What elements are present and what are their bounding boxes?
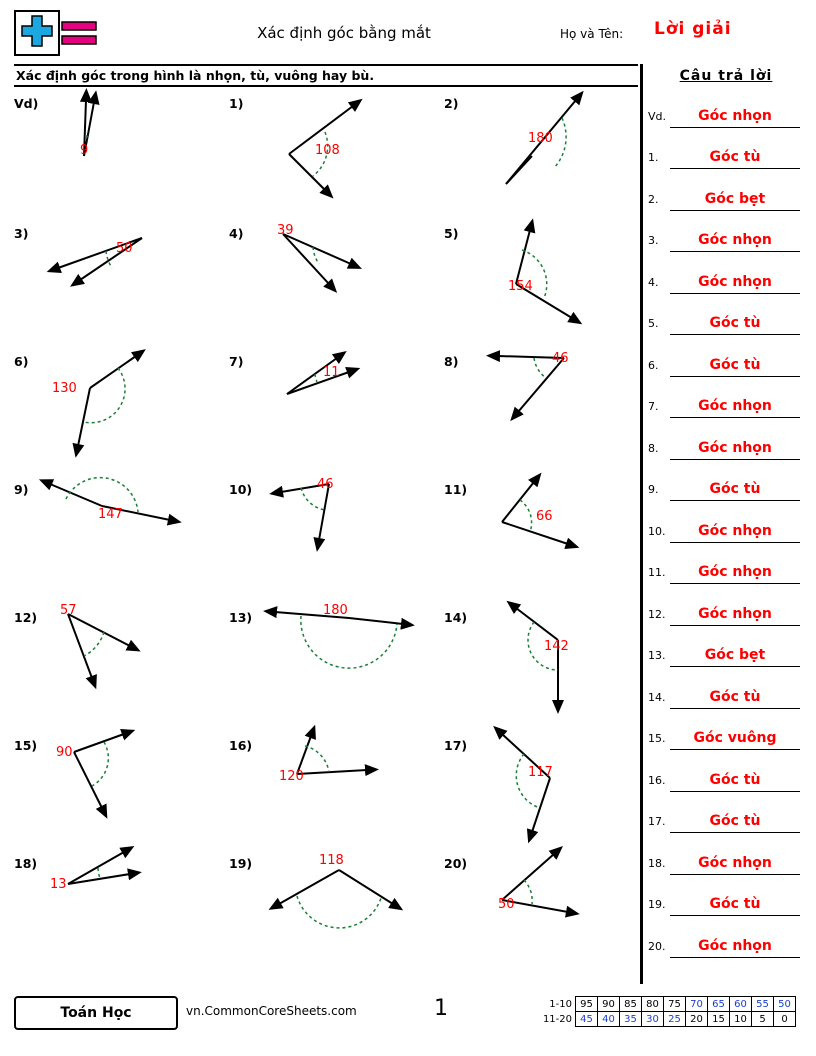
- angle-figure: [42, 350, 214, 468]
- answer-index: 7.: [648, 400, 659, 413]
- angle-label: 117: [528, 765, 553, 780]
- problem-item: [14, 734, 214, 854]
- answer-value: Góc nhọn: [698, 605, 772, 622]
- problem-number: 8): [444, 354, 459, 369]
- instructions-text: Xác định góc trong hình là nhọn, tù, vuông hay bù.: [16, 68, 375, 83]
- angle-figure: [257, 350, 429, 468]
- page-footer: [14, 996, 802, 1042]
- problem-item: [229, 734, 429, 854]
- problem-item: [229, 222, 429, 342]
- page-title: Xác định góc bằng mắt: [257, 24, 431, 42]
- problem-number: 4): [229, 226, 244, 241]
- problem-number: 11): [444, 482, 468, 497]
- problem-number: 3): [14, 226, 29, 241]
- answer-value: Góc tù: [709, 896, 761, 912]
- score-cell: 5: [752, 1012, 774, 1027]
- problem-number: 13): [229, 610, 253, 625]
- problem-number: 16): [229, 738, 253, 753]
- page-header: [14, 10, 802, 62]
- problem-item: [444, 92, 644, 212]
- angle-label: 39: [277, 223, 294, 238]
- angle-label: 142: [544, 639, 569, 654]
- score-cell: 60: [730, 997, 752, 1012]
- angle-figure: [257, 603, 429, 724]
- angle-label: 9: [80, 143, 89, 158]
- angle-label: 90: [56, 745, 73, 760]
- score-row: [538, 997, 796, 1012]
- angle-label: 66: [536, 509, 553, 524]
- answer-value: Góc nhọn: [698, 273, 772, 290]
- answer-value: Góc tù: [709, 688, 761, 705]
- angle-figure: [42, 603, 214, 724]
- problem-item: [444, 852, 644, 972]
- score-cell: 70: [686, 997, 708, 1012]
- angle-figure: [472, 222, 644, 340]
- answer-value: Góc nhọn: [698, 564, 772, 580]
- problem-number: 14): [444, 610, 468, 625]
- answer-value: Góc nhọn: [698, 854, 772, 871]
- angle-label: 50: [498, 897, 515, 912]
- problem-number: 7): [229, 354, 244, 369]
- problem-item: [229, 350, 429, 470]
- problem-number: 19): [229, 856, 253, 871]
- score-row: [538, 1012, 796, 1027]
- angle-label: 147: [98, 507, 123, 522]
- angle-figure: [472, 852, 644, 970]
- answer-index: 4.: [648, 275, 659, 289]
- problem-item: [14, 478, 214, 598]
- answer-row: [648, 794, 804, 836]
- answer-row: [648, 130, 804, 172]
- answer-value: Góc nhọn: [698, 232, 772, 248]
- problem-item: [444, 606, 644, 726]
- problem-item: [14, 603, 214, 726]
- answer-value: Góc vuông: [693, 730, 777, 746]
- problem-item: [444, 222, 644, 342]
- answer-row: [648, 171, 804, 213]
- angle-label: 46: [317, 477, 334, 492]
- angle-label: 57: [60, 603, 77, 618]
- answer-index: 11.: [648, 566, 666, 579]
- score-cell: 75: [664, 997, 686, 1012]
- answer-row: [648, 213, 804, 255]
- angle-figure: [257, 852, 429, 970]
- problem-number: 18): [14, 856, 38, 871]
- answer-index: Vd.: [648, 109, 667, 123]
- problem-item: [444, 734, 644, 854]
- answer-row: [648, 88, 804, 130]
- answer-row: [648, 711, 804, 753]
- answer-value: Góc tù: [709, 813, 761, 829]
- score-row-label: 11-20: [542, 1013, 572, 1025]
- problem-item: [444, 478, 644, 598]
- answer-row: [648, 586, 804, 628]
- answer-index: 5.: [648, 317, 659, 330]
- angle-label: 180: [528, 131, 553, 146]
- angle-label: 46: [552, 351, 569, 366]
- answer-value: Góc tù: [709, 771, 761, 788]
- problem-item: [229, 852, 429, 972]
- answer-row: [648, 462, 804, 504]
- problem-item: [14, 92, 214, 212]
- problem-item: [14, 852, 214, 972]
- angle-label: 13: [50, 877, 67, 892]
- problem-number: 5): [444, 226, 459, 241]
- angle-label: 120: [279, 769, 304, 784]
- answer-value: Góc tù: [709, 481, 761, 497]
- problem-item: [229, 478, 429, 598]
- angle-figure: [257, 478, 429, 596]
- score-cell: 15: [708, 1012, 730, 1027]
- answer-row: [648, 877, 804, 919]
- problem-number: 17): [444, 738, 468, 753]
- answer-row: [648, 379, 804, 421]
- angle-figure: [257, 222, 429, 340]
- title-divider: [14, 64, 638, 66]
- answer-index: 10.: [648, 524, 666, 538]
- answer-value: Góc nhọn: [698, 107, 772, 124]
- page-number: 1: [434, 996, 448, 1021]
- answer-row: [648, 628, 804, 670]
- answer-index: 12.: [648, 607, 666, 621]
- score-cell: 0: [774, 1012, 796, 1027]
- answer-row: [648, 337, 804, 379]
- answer-index: 14.: [648, 690, 666, 704]
- score-cell: 85: [620, 997, 642, 1012]
- answer-row: [648, 835, 804, 877]
- answer-value: Góc nhọn: [698, 439, 772, 456]
- score-cell: 45: [576, 1012, 598, 1027]
- answer-value: Góc nhọn: [698, 522, 772, 539]
- angle-label: 11: [323, 365, 340, 380]
- answer-row: [648, 254, 804, 296]
- score-cell: 20: [686, 1012, 708, 1027]
- answer-row: [648, 420, 804, 462]
- problem-number: 15): [14, 738, 38, 753]
- angle-figure: [472, 606, 644, 724]
- angle-label: 108: [315, 143, 340, 158]
- name-value: Lời giải: [654, 19, 732, 39]
- problem-number: 20): [444, 856, 468, 871]
- problem-number: 9): [14, 482, 29, 497]
- angle-figure: [472, 350, 644, 468]
- answer-value: Góc tù: [709, 149, 761, 165]
- name-label: Họ và Tên:: [560, 27, 624, 41]
- answer-row: [648, 296, 804, 338]
- problem-item: [14, 222, 214, 342]
- problem-item: [229, 603, 429, 726]
- answer-index: 2.: [648, 192, 659, 206]
- score-cell: 10: [730, 1012, 752, 1027]
- score-table: [538, 996, 796, 1027]
- answer-index: 15.: [648, 732, 666, 745]
- answer-index: 13.: [648, 649, 666, 662]
- answer-value: Góc bẹt: [704, 190, 766, 207]
- angle-label: 180: [323, 603, 348, 618]
- answer-value: Góc nhọn: [698, 398, 772, 414]
- score-cell: 80: [642, 997, 664, 1012]
- score-cell: 40: [598, 1012, 620, 1027]
- angle-figure: [42, 734, 214, 852]
- answer-index: 16.: [648, 773, 666, 787]
- answer-index: 19.: [648, 898, 666, 911]
- score-cell: 35: [620, 1012, 642, 1027]
- problem-number: Vd): [14, 96, 39, 111]
- answer-index: 18.: [648, 856, 666, 870]
- answer-value: Góc nhọn: [698, 937, 772, 954]
- angle-figure: [472, 478, 644, 596]
- answer-value: Góc tù: [709, 356, 761, 373]
- angle-label: 154: [508, 279, 533, 294]
- answer-index: 1.: [648, 151, 659, 164]
- logo-icon: [14, 10, 100, 56]
- score-cell: 50: [774, 997, 796, 1012]
- angle-figure: [257, 92, 429, 210]
- answer-row: [648, 503, 804, 545]
- score-cell: 25: [664, 1012, 686, 1027]
- angle-label: 118: [319, 853, 344, 868]
- answer-index: 17.: [648, 815, 666, 828]
- angle-figure: [472, 92, 644, 210]
- problem-number: 1): [229, 96, 244, 111]
- angle-figure: [257, 734, 429, 852]
- problem-item: [14, 350, 214, 470]
- score-row-label: 1-10: [549, 998, 572, 1010]
- brand-badge: Toán Học: [14, 996, 178, 1030]
- angle-label: 50: [116, 241, 133, 256]
- answer-row: [648, 752, 804, 794]
- answer-row: [648, 545, 804, 587]
- answer-index: 20.: [648, 939, 666, 953]
- score-cell: 55: [752, 997, 774, 1012]
- problem-number: 6): [14, 354, 29, 369]
- score-cell: 65: [708, 997, 730, 1012]
- answer-index: 3.: [648, 234, 659, 247]
- problem-number: 12): [14, 610, 38, 625]
- angle-label: 130: [52, 381, 77, 396]
- answer-value: Góc tù: [709, 315, 761, 331]
- problem-number: 2): [444, 96, 459, 111]
- problem-number: 10): [229, 482, 253, 497]
- angle-figure: [42, 222, 214, 340]
- answer-index: 8.: [648, 441, 659, 455]
- angle-figure: [42, 478, 214, 596]
- score-cell: 30: [642, 1012, 664, 1027]
- site-url: vn.CommonCoreSheets.com: [186, 1004, 357, 1018]
- instructions-divider: [14, 85, 638, 87]
- angle-figure: [472, 734, 644, 852]
- answer-index: 6.: [648, 358, 659, 372]
- angle-figure: [42, 92, 214, 210]
- answer-index: 9.: [648, 483, 659, 496]
- score-cell: 90: [598, 997, 620, 1012]
- problem-item: [229, 92, 429, 212]
- answer-column-title: Câu trả lời: [679, 68, 773, 84]
- answer-row: [648, 669, 804, 711]
- problem-item: [444, 350, 644, 470]
- answer-column: [648, 68, 804, 960]
- score-cell: 95: [576, 997, 598, 1012]
- problems-grid: [14, 92, 634, 982]
- answer-value: Góc bẹt: [704, 647, 766, 663]
- angle-figure: [42, 852, 214, 970]
- answer-row: [648, 918, 804, 960]
